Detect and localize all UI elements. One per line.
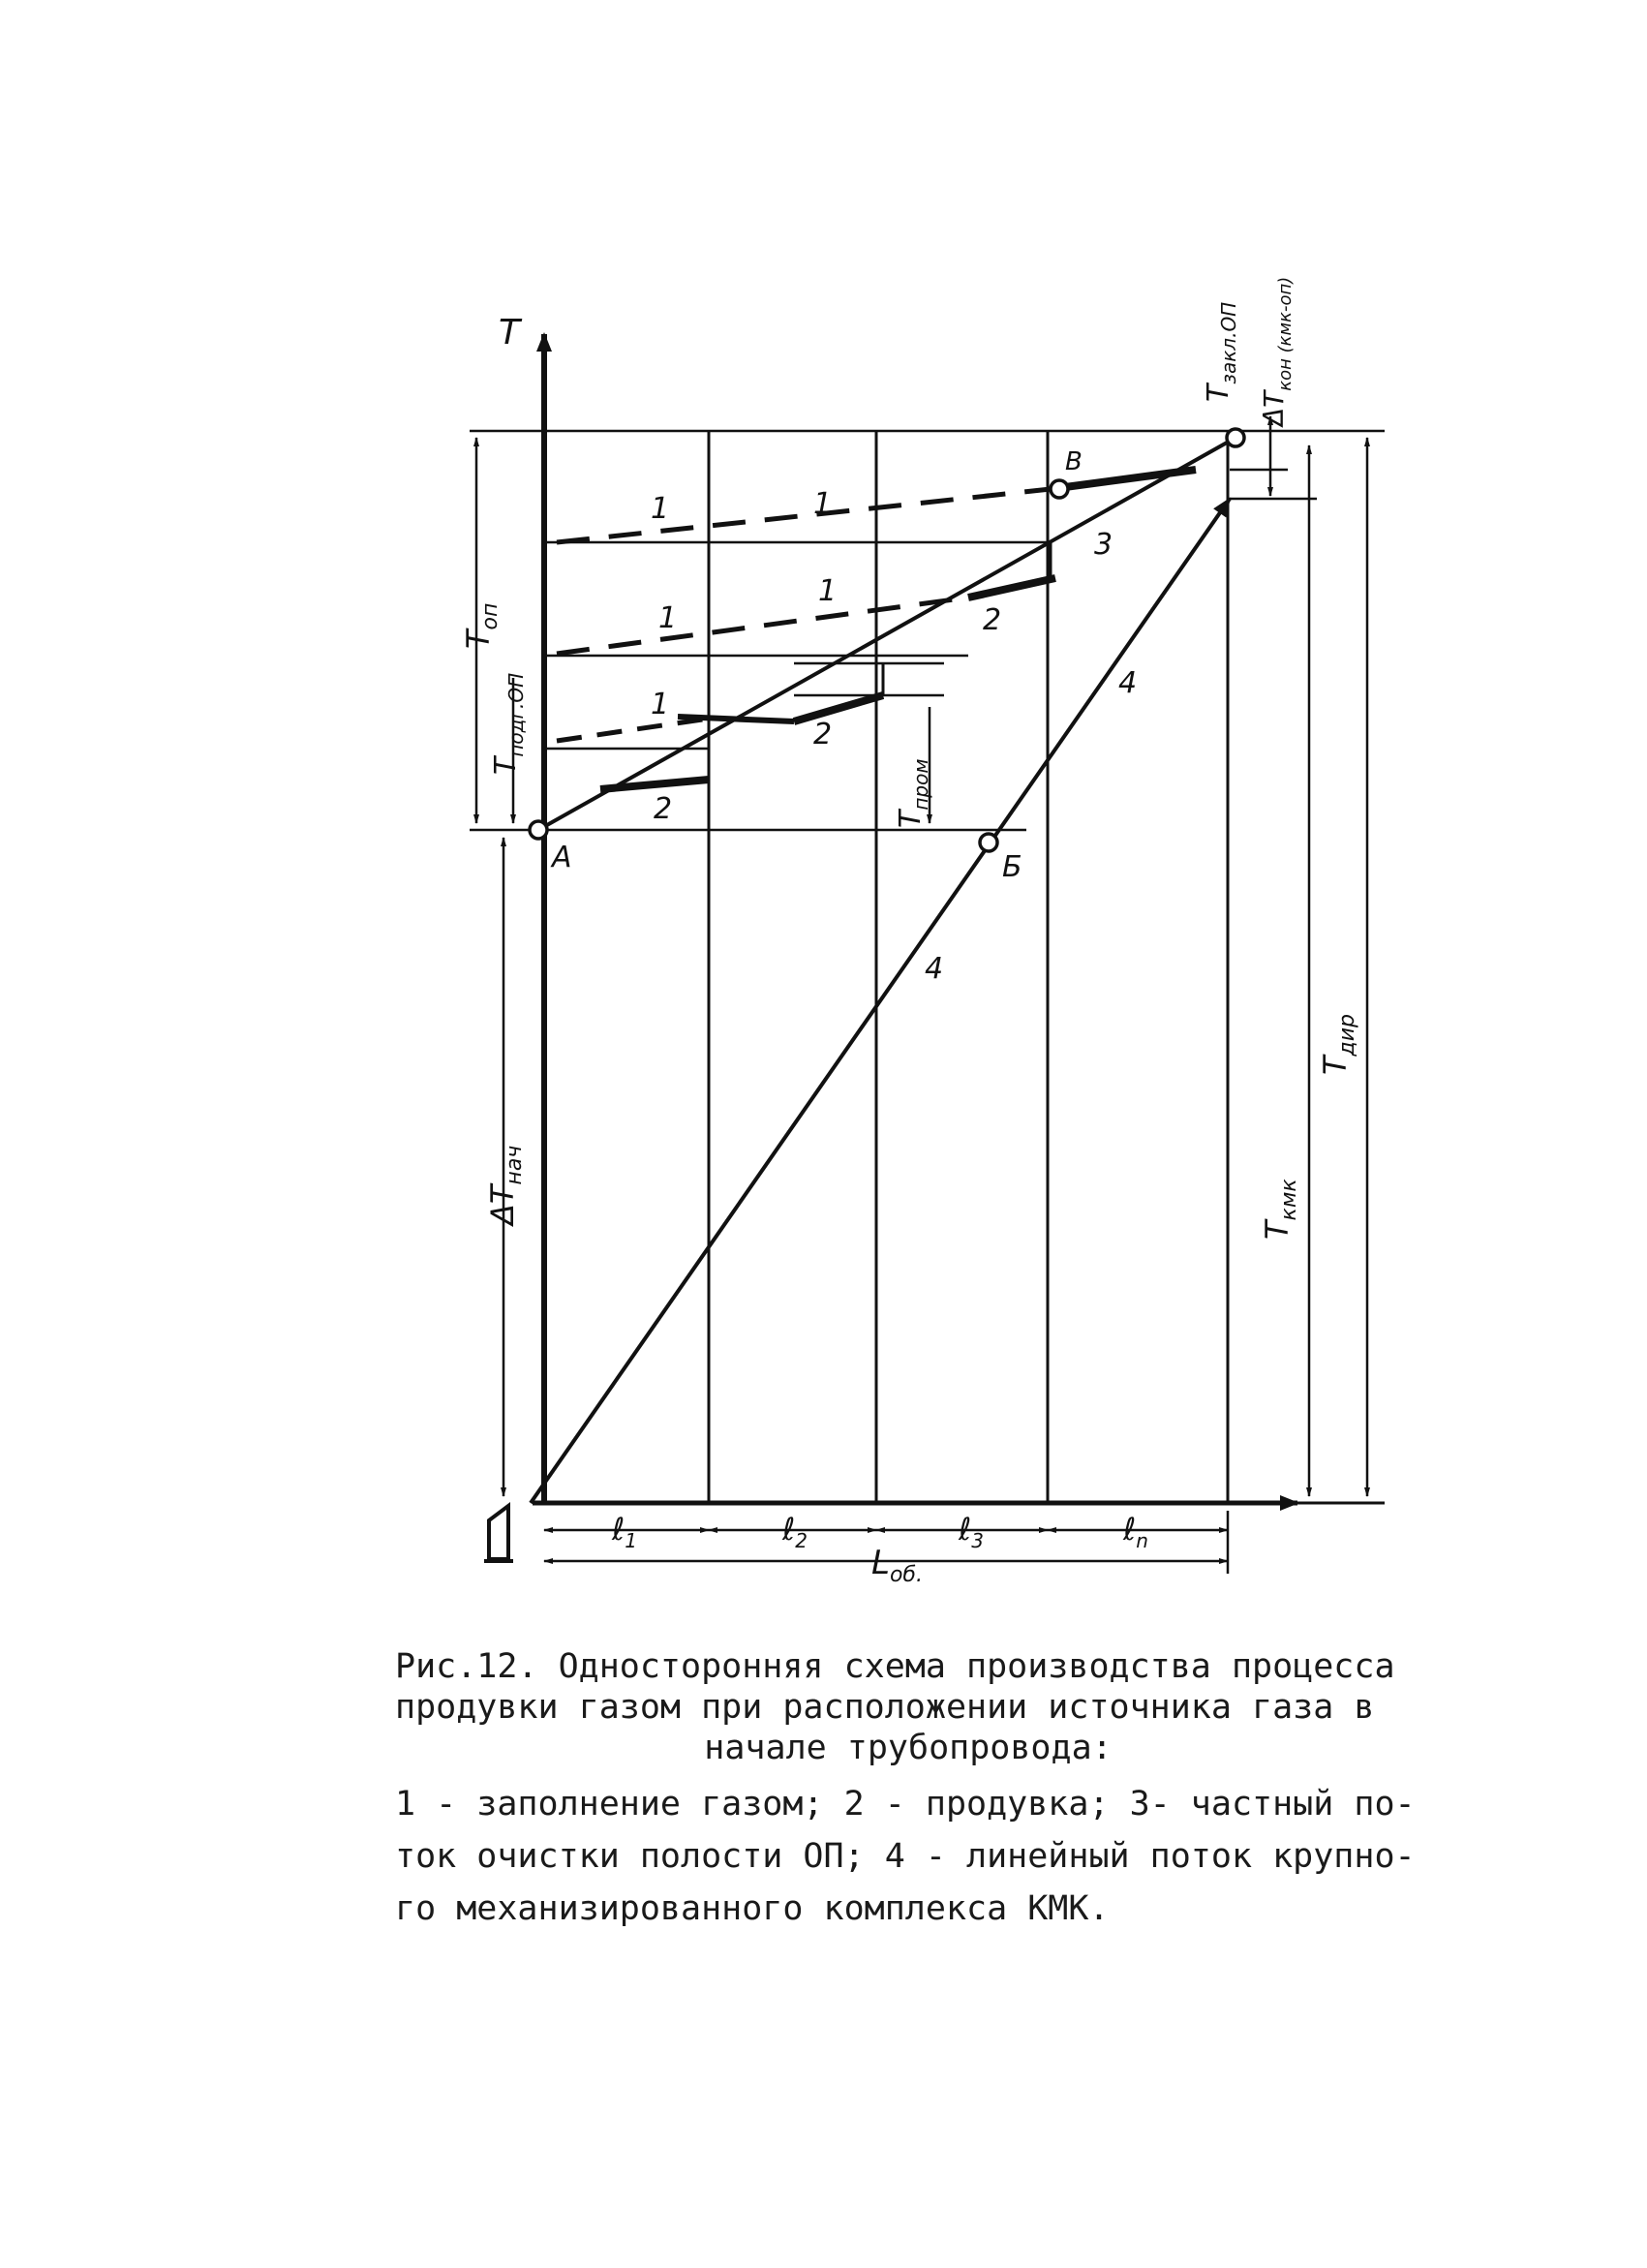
ln-label: ℓ$_n$ (1123, 1511, 1148, 1552)
legend-line: го механизированного комплекса КМК. (395, 1889, 1110, 1928)
caption-legend (395, 1778, 1421, 1935)
figure-caption (395, 1646, 1421, 1935)
legend-line: 1 - заполнение газом; 2 - продувка; 3- частный по- (395, 1785, 1416, 1824)
l3-label: ℓ$_3$ (959, 1511, 984, 1552)
t-zakl-label: $T_{закл.ОП}$ (1202, 301, 1240, 402)
l2-label: ℓ$_2$ (782, 1511, 808, 1552)
linear-flow-number-label: 4 (925, 952, 944, 986)
t-dir-label: $T_{дир}$ (1317, 1013, 1359, 1075)
fill-number-label: 1 (651, 688, 670, 721)
caption-title-line: продувки газом при расположении источника газа в (395, 1688, 1375, 1727)
purge-number-label: 2 (983, 603, 1002, 637)
t-podg-label: $T_{подг.ОП}$ (489, 672, 528, 775)
point-v-marker (1051, 480, 1068, 498)
gas-source-icon (489, 1506, 508, 1559)
purge-line-2 (794, 695, 883, 721)
point-b-label: Б (1002, 850, 1022, 884)
fill-line-1 (557, 719, 709, 741)
partial-flow-number-label: 3 (1094, 528, 1113, 562)
point-b-marker (980, 834, 997, 851)
fill-number-label: 1 (651, 492, 670, 526)
fill-line-1 (557, 598, 968, 654)
axis-t-label: T (499, 313, 520, 352)
caption-title-line: начале трубопровода: (704, 1729, 1113, 1767)
t-prom-label: $T_{пром}$ (894, 758, 932, 828)
purge-line-2 (600, 780, 709, 789)
purge-number-label: 2 (813, 718, 833, 751)
t-op-label: $T_{оп}$ (460, 602, 503, 649)
l1-label: ℓ$_1$ (612, 1511, 637, 1552)
partial-flow-line-3 (538, 438, 1235, 830)
point-a-marker (530, 821, 547, 839)
point-v-label: В (1065, 447, 1083, 476)
dt-kon-label: $\Delta T_{кон (кмк-оп)}$ (1258, 276, 1296, 426)
purge-number-label: 2 (654, 792, 673, 826)
linear-flow-number-label: 4 (1118, 666, 1138, 700)
t-kmk-label: $T_{кмк}$ (1259, 1179, 1301, 1240)
point-a-label: A (552, 841, 572, 874)
linear-flow-line-4 (531, 499, 1230, 1503)
legend-line: ток очистки полости ОП; 4 - линейный поток крупно- (395, 1837, 1416, 1876)
fill-number-label: 1 (658, 601, 678, 635)
caption-title-line: Рис.12. Односторонняя схема производства процесса (395, 1647, 1395, 1686)
dt-nach-label: $\Delta T_{нач}$ (484, 1145, 527, 1225)
fill-number-label: 1 (813, 487, 833, 521)
fill-line-1 (557, 489, 1051, 542)
end-point-marker (1227, 429, 1244, 446)
caption-title (395, 1646, 1421, 1768)
l-ob-label: $L_{об.}$ (871, 1544, 923, 1587)
fill-number-label: 1 (818, 574, 838, 608)
